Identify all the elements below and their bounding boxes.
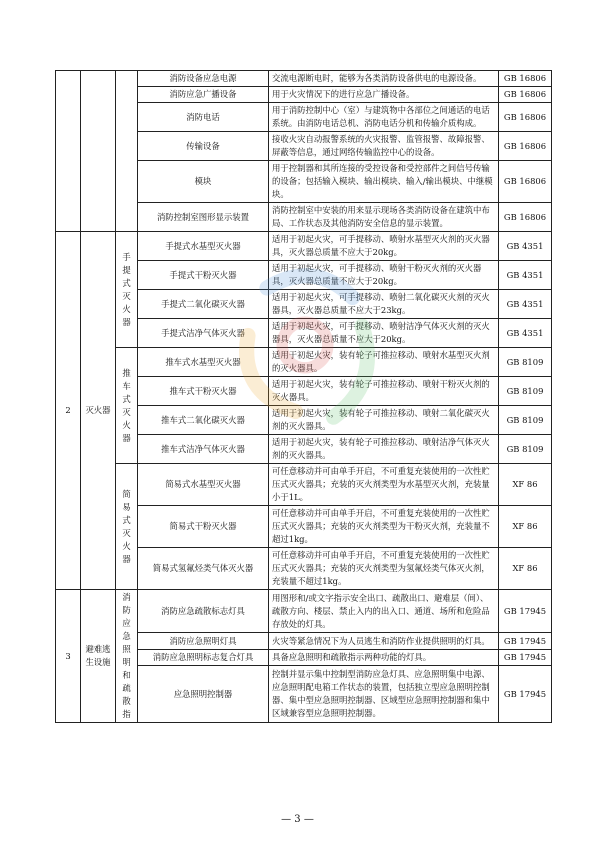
product-name: 消防应急照明灯具 — [138, 633, 269, 649]
product-description: 消防控制室中安装的用来显示现场各类消防设备在建筑中布局、工作状态及其他消防安全信息的显示装置。 — [269, 203, 499, 232]
standard-code: GB 16806 — [499, 161, 552, 203]
product-name: 简易式干粉灭火器 — [138, 506, 269, 548]
table-row — [56, 348, 552, 377]
standard-code: GB 17945 — [499, 666, 552, 723]
product-name: 手提式洁净气体灭火器 — [138, 319, 269, 348]
subcategory-label: 手提式灭火器 — [116, 232, 138, 348]
subcategory-label: 推车式灭火器 — [116, 348, 138, 464]
product-description: 适用于初起火灾，可手提移动、喷射二氧化碳灭火剂的灭火器具，灭火器总质量不应大于23kg。 — [269, 290, 499, 319]
product-description: 用于消防控制中心（室）与建筑物中各部位之间通话的电话系统。由消防电话总机、消防电话分机和传输介质构成。 — [269, 103, 499, 132]
product-name: 推车式洁净气体灭火器 — [138, 435, 269, 464]
item-number — [56, 71, 81, 232]
product-description: 适用于初起火灾，装有轮子可推拉移动、喷射干粉灭火剂的灭火器具。 — [269, 377, 499, 406]
product-description: 可任意移动并可由单手开启，不可重复充装使用的一次性贮压式灭火器具；充装的灭火剂类型为氢氟烃类气体灭火剂，充装量不超过1kg。 — [269, 548, 499, 590]
standard-code: GB 17945 — [499, 590, 552, 633]
standard-code: GB 16806 — [499, 87, 552, 103]
product-description: 具备应急照明和疏散指示两种功能的灯具。 — [269, 649, 499, 665]
table-row — [56, 590, 552, 633]
standard-code: GB 4351 — [499, 290, 552, 319]
standard-code: GB 4351 — [499, 319, 552, 348]
table-row — [56, 232, 552, 261]
product-description: 用图形和/或文字指示安全出口、疏散出口、避难层（间）、疏散方向、楼层、禁止入内的出入口、通道、场所和危险品存放处的灯具。 — [269, 590, 499, 633]
product-description: 火灾等紧急情况下为人员逃生和消防作业提供照明的灯具。 — [269, 633, 499, 649]
standard-code: GB 8109 — [499, 435, 552, 464]
table-row — [56, 464, 552, 506]
standard-code: GB 16806 — [499, 203, 552, 232]
standard-code: GB 16806 — [499, 103, 552, 132]
subcategory-label: 消防应急照明和疏散指 — [116, 590, 138, 723]
product-name: 应急照明控制器 — [138, 666, 269, 723]
standard-code: GB 17945 — [499, 633, 552, 649]
subcategory-label — [116, 71, 138, 232]
standard-code: GB 8109 — [499, 406, 552, 435]
standard-code: GB 16806 — [499, 132, 552, 161]
standard-code: GB 8109 — [499, 377, 552, 406]
product-name: 消防应急疏散标志灯具 — [138, 590, 269, 633]
product-name: 传输设备 — [138, 132, 269, 161]
product-name: 手提式二氧化碳灭火器 — [138, 290, 269, 319]
standard-code: GB 8109 — [499, 348, 552, 377]
product-description: 可任意移动并可由单手开启，不可重复充装使用的一次性贮压式灭火器具；充装的灭火剂类型为水基型灭火剂，充装量小于1L。 — [269, 464, 499, 506]
product-name: 模块 — [138, 161, 269, 203]
product-name: 消防控制室图形显示装置 — [138, 203, 269, 232]
category-label — [81, 71, 116, 232]
product-name: 手提式干粉灭火器 — [138, 261, 269, 290]
product-name: 推车式水基型灭火器 — [138, 348, 269, 377]
product-description: 适用于初起火灾，装有轮子可推拉移动、喷射水基型灭火剂的灭火器具。 — [269, 348, 499, 377]
product-name: 简易式氢氟烃类气体灭火器 — [138, 548, 269, 590]
product-name: 消防电话 — [138, 103, 269, 132]
item-number: 2 — [56, 232, 81, 590]
product-description: 适用于初起火灾，可手提移动、喷射洁净气体灭火剂的灭火器具，灭火器总质量不应大于20kg。 — [269, 319, 499, 348]
product-description: 交流电源断电时，能够为各类消防设备供电的电源设备。 — [269, 71, 499, 87]
product-name: 简易式水基型灭火器 — [138, 464, 269, 506]
product-description: 适用于初起火灾，可手提移动、喷射水基型灭火剂的灭火器具，灭火器总质量不应大于20kg。 — [269, 232, 499, 261]
product-description: 适用于初起火灾，装有轮子可推拉移动、喷射二氧化碳灭火剂的灭火器具。 — [269, 406, 499, 435]
product-name: 消防应急照明标志复合灯具 — [138, 649, 269, 665]
product-description: 控制并显示集中控制型消防应急灯具、应急照明集中电源、应急照明配电箱工作状态的装置，包括独立型应急照明控制器、集中型应急照明控制器、区域型应急照明控制器和集中区域兼容型应急照明控制器。 — [269, 666, 499, 723]
standard-code: GB 17945 — [499, 649, 552, 665]
item-number: 3 — [56, 590, 81, 723]
category-label: 灭火器 — [81, 232, 116, 590]
standard-code: GB 4351 — [499, 261, 552, 290]
product-description: 适用于初起火灾，可手提移动、喷射干粉灭火剂的灭火器具，灭火器总质量不应大于20kg。 — [269, 261, 499, 290]
product-name: 消防应急广播设备 — [138, 87, 269, 103]
standard-code: GB 16806 — [499, 71, 552, 87]
standard-code: XF 86 — [499, 506, 552, 548]
product-description: 用于火灾情况下的进行应急广播设备。 — [269, 87, 499, 103]
product-name: 消防设备应急电源 — [138, 71, 269, 87]
product-description: 接收火灾自动报警系统的火灾报警、监管报警、故障报警、屏蔽等信息，通过网络传输监控中心的设备。 — [269, 132, 499, 161]
standard-code: XF 86 — [499, 548, 552, 590]
product-description: 用于控制器和其所连接的受控设备和受控部件之间信号传输的设备；包括输入模块、输出模块、输入/输出模块、中继模块。 — [269, 161, 499, 203]
page-number: — 3 — — [281, 814, 314, 825]
product-description: 可任意移动并可由单手开启，不可重复充装使用的一次性贮压式灭火器具；充装的灭火剂类型为干粉灭火剂，充装量不超过1kg。 — [269, 506, 499, 548]
subcategory-label: 简易式灭火器 — [116, 464, 138, 590]
standard-code: GB 4351 — [499, 232, 552, 261]
table-row — [56, 71, 552, 87]
product-name: 推车式干粉灭火器 — [138, 377, 269, 406]
product-name: 手提式水基型灭火器 — [138, 232, 269, 261]
product-description: 适用于初起火灾，装有轮子可推拉移动、喷射洁净气体灭火剂的灭火器具。 — [269, 435, 499, 464]
standards-table — [55, 70, 552, 723]
standard-code: XF 86 — [499, 464, 552, 506]
product-name: 推车式二氧化碳灭火器 — [138, 406, 269, 435]
category-label: 避难逃生设施 — [81, 590, 116, 723]
